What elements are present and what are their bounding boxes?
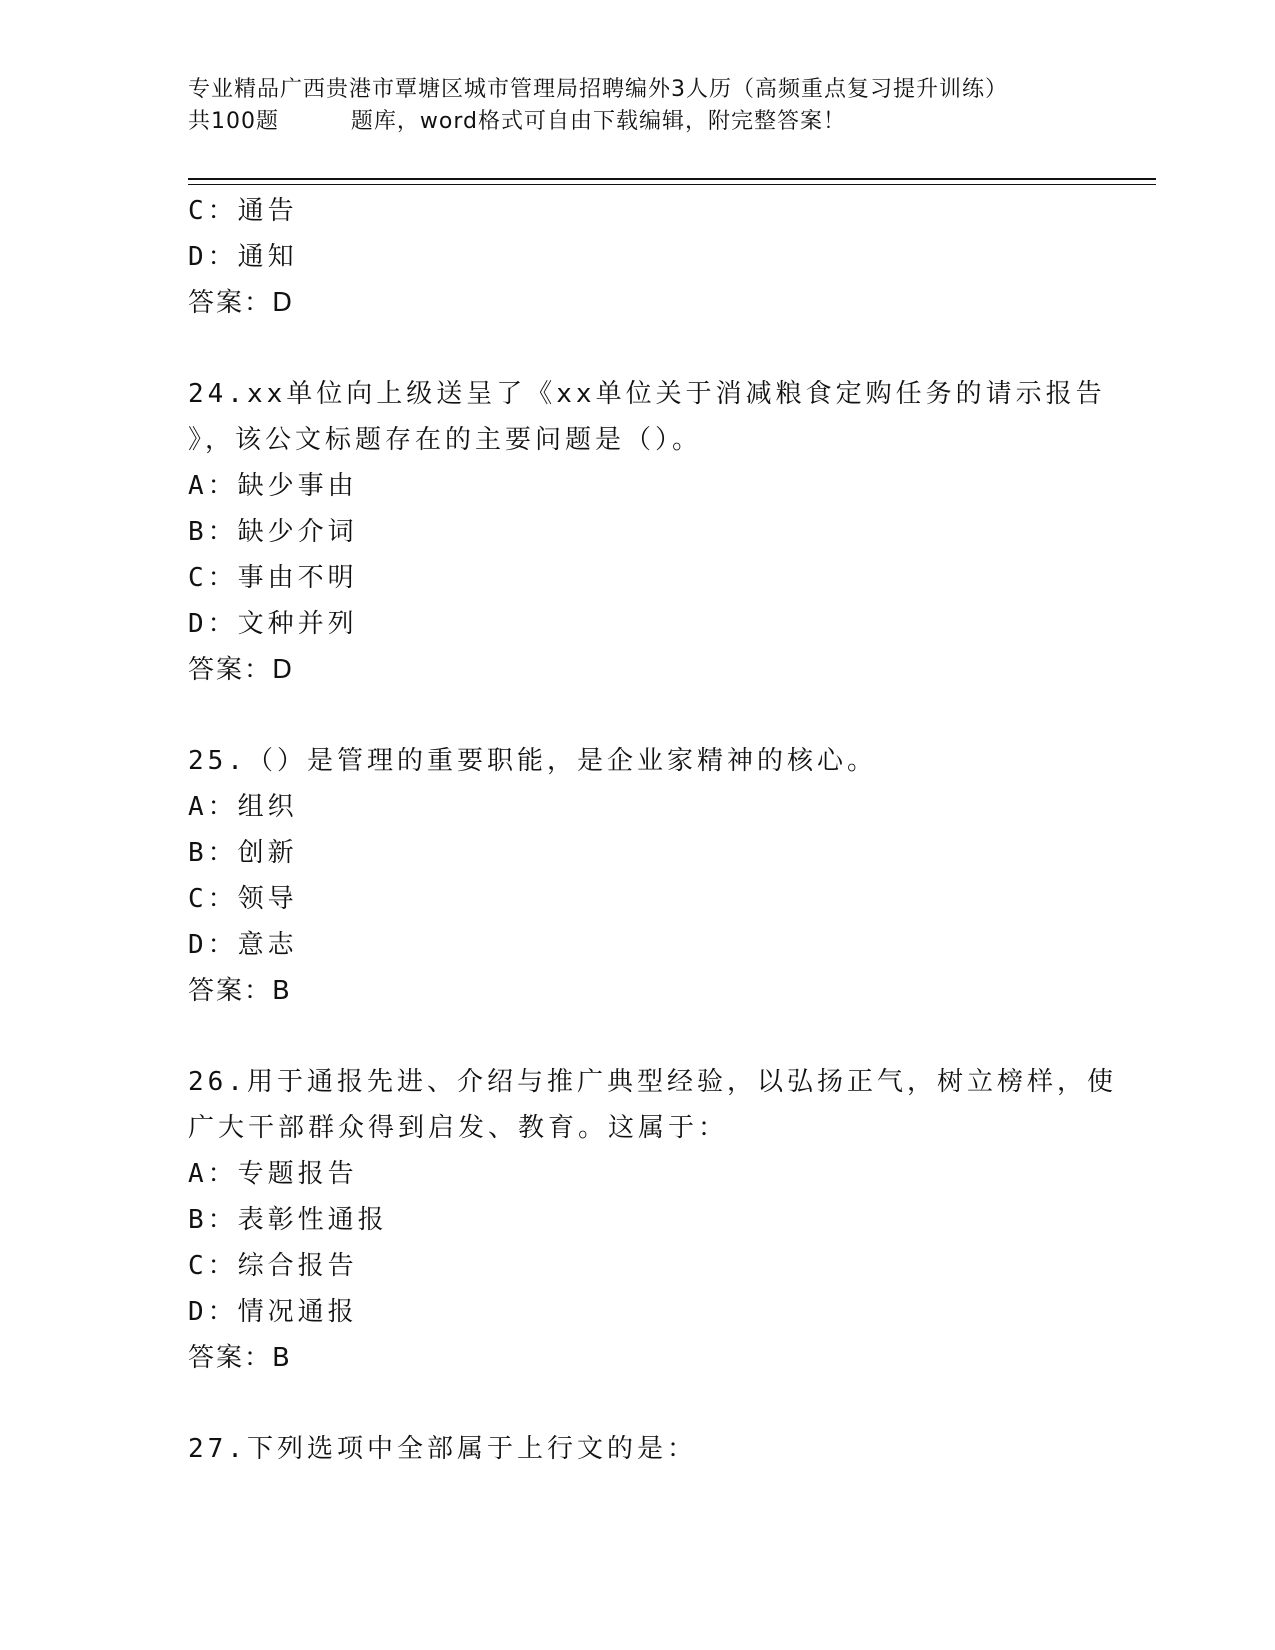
question-stem-line: 27.下列选项中全部属于上行文的是：	[188, 1434, 697, 1464]
document-header	[188, 74, 1108, 138]
header-subtitle-line: 共100题 题库，word格式可自由下载编辑，附完整答案！	[188, 109, 847, 134]
option-c: C：通告	[188, 196, 298, 226]
answer-line: 答案：D	[188, 288, 295, 318]
header-rule-thick	[188, 178, 1156, 180]
option-a: A：组织	[188, 792, 298, 822]
option-d: D：文种并列	[188, 609, 358, 639]
question-stem-line: 25.（）是管理的重要职能，是企业家精神的核心。	[188, 746, 877, 776]
question-stem-line: 24.xx单位向上级送呈了《xx单位关于消减粮食定购任务的请示报告	[188, 379, 1106, 409]
question-25	[188, 738, 1088, 1014]
answer-line: 答案：D	[188, 655, 295, 685]
question-26	[188, 1059, 1117, 1381]
option-d: D：意志	[188, 930, 298, 960]
option-c: C：事由不明	[188, 563, 358, 593]
answer-line: 答案：B	[188, 976, 292, 1006]
continued-question	[188, 188, 1088, 326]
option-b: B：创新	[188, 838, 298, 868]
option-b: B：缺少介词	[188, 517, 358, 547]
header-title-line: 专业精品广西贵港市覃塘区城市管理局招聘编外3人历（高频重点复习提升训练）	[188, 77, 1008, 102]
option-d: D：情况通报	[188, 1297, 358, 1327]
option-a: A：缺少事由	[188, 471, 358, 501]
question-stem-line: 》，该公文标题存在的主要问题是（）。	[188, 425, 703, 455]
header-rule-thin	[188, 184, 1156, 185]
question-list	[188, 188, 1117, 1472]
question-stem-line: 26.用于通报先进、介绍与推广典型经验，以弘扬正气，树立榜样，使	[188, 1067, 1117, 1097]
option-b: B：表彰性通报	[188, 1205, 388, 1235]
option-c: C：领导	[188, 884, 298, 914]
question-stem-line: 广大干部群众得到启发、教育。这属于：	[188, 1113, 729, 1143]
answer-line: 答案：B	[188, 1343, 292, 1373]
question-27	[188, 1426, 1088, 1472]
option-c: C：综合报告	[188, 1251, 358, 1281]
option-d: D：通知	[188, 242, 298, 272]
question-24	[188, 371, 1106, 693]
option-a: A：专题报告	[188, 1159, 358, 1189]
